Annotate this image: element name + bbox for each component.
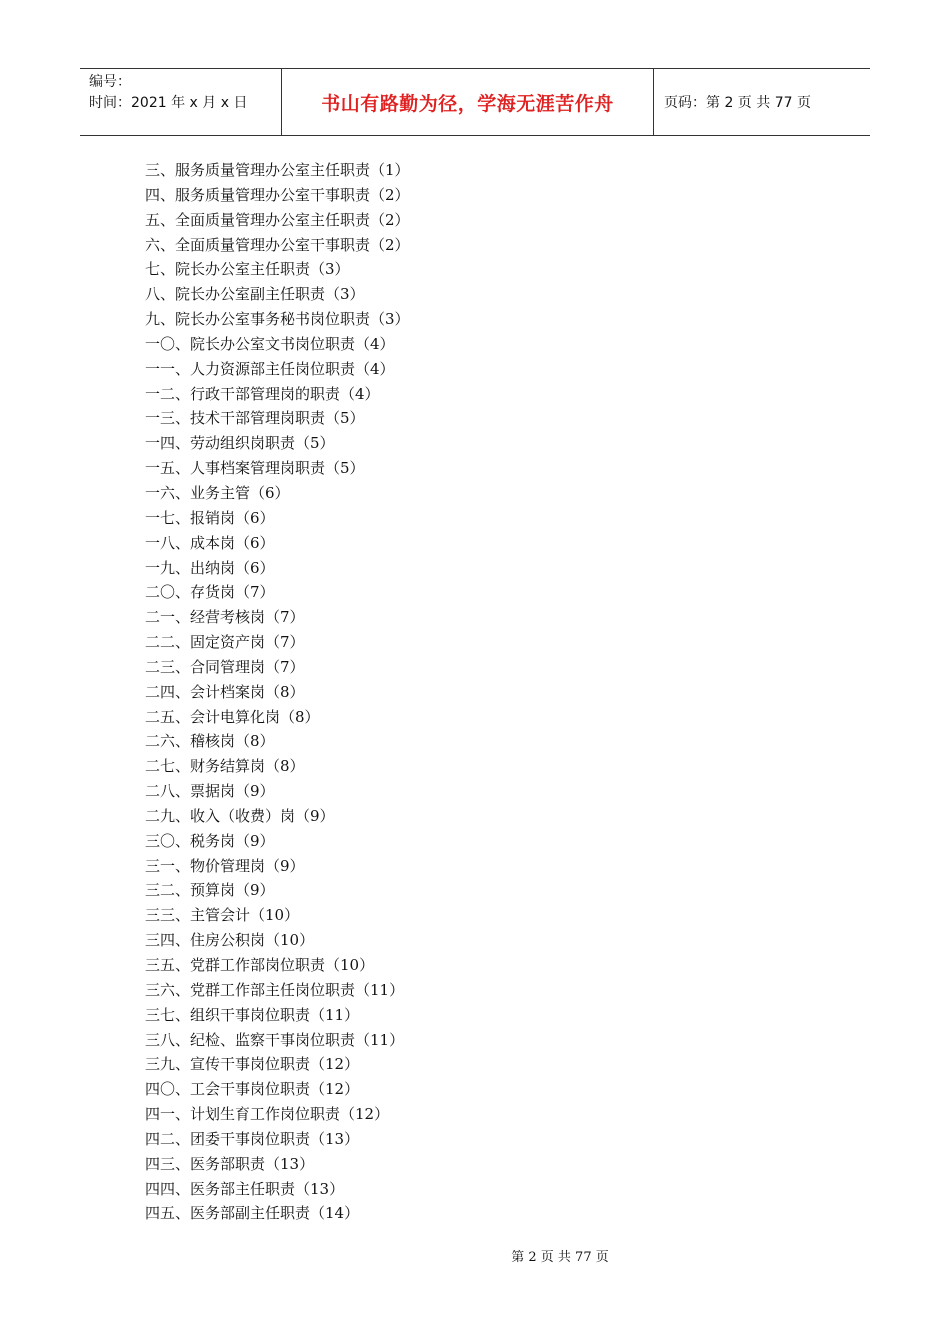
toc-entry: 一〇、院长办公室文书岗位职责（4） — [145, 334, 395, 353]
toc-entry: 三五、党群工作部岗位职责（10） — [145, 956, 375, 974]
document-time-label: 时间：2021 年 x 月 x 日 — [89, 95, 248, 111]
toc-entry: 四、服务质量管理办公室干事职责（2） — [145, 185, 410, 204]
toc-entry: 二二、固定资产岗（7） — [145, 633, 305, 652]
toc-entry: 二一、经营考核岗（7） — [145, 608, 305, 627]
page-header — [80, 68, 870, 136]
header-page-cell — [654, 69, 870, 135]
toc-entry: 二九、收入（收费）岗（9） — [145, 806, 335, 825]
toc-entry: 一二、行政干部管理岗的职责（4） — [145, 384, 380, 403]
toc-entry: 一一、人力资源部主任岗位职责（4） — [145, 359, 395, 378]
toc-entry: 一六、业务主管（6） — [145, 483, 290, 502]
table-of-contents — [145, 158, 410, 1226]
toc-entry: 二六、稽核岗（8） — [145, 732, 275, 751]
toc-entry: 六、全面质量管理办公室干事职责（2） — [145, 235, 410, 254]
toc-entry: 四四、医务部主任职责（13） — [145, 1179, 345, 1198]
toc-entry: 三三、主管会计（10） — [145, 906, 300, 925]
toc-entry: 三、服务质量管理办公室主任职责（1） — [145, 161, 410, 179]
toc-entry: 一七、报销岗（6） — [145, 508, 275, 527]
toc-entry: 三四、住房公积岗（10） — [145, 931, 315, 950]
toc-entry: 三一、物价管理岗（9） — [145, 856, 305, 875]
toc-entry: 四〇、工会干事岗位职责（12） — [145, 1080, 360, 1099]
toc-entry: 七、院长办公室主任职责（3） — [145, 260, 350, 279]
toc-entry: 四二、团委干事岗位职责（13） — [145, 1129, 360, 1148]
toc-entry: 三二、预算岗（9） — [145, 881, 275, 900]
toc-entry: 二三、合同管理岗（7） — [145, 657, 305, 676]
toc-entry: 一四、劳动组织岗职责（5） — [145, 434, 335, 453]
document-number-label: 编号： — [89, 74, 131, 90]
footer-page-number: 第 2 页 共 77 页 — [511, 1250, 609, 1265]
header-meta — [80, 69, 282, 135]
toc-entry: 四一、计划生育工作岗位职责（12） — [145, 1105, 390, 1124]
toc-entry: 三七、组织干事岗位职责（11） — [145, 1005, 360, 1024]
toc-entry: 二〇、存货岗（7） — [145, 583, 275, 602]
toc-entry: 九、院长办公室事务秘书岗位职责（3） — [145, 310, 410, 329]
toc-entry: 四三、医务部职责（13） — [145, 1154, 315, 1173]
toc-entry: 二八、票据岗（9） — [145, 782, 275, 801]
toc-entry: 二五、会计电算化岗（8） — [145, 707, 320, 726]
toc-entry: 三〇、税务岗（9） — [145, 831, 275, 850]
toc-entry: 三八、纪检、监察干事岗位职责（11） — [145, 1030, 405, 1049]
toc-entry: 三六、党群工作部主任岗位职责（11） — [145, 980, 405, 999]
header-page-label: 页码：第 2 页 共 77 页 — [664, 95, 811, 111]
toc-entry: 八、院长办公室副主任职责（3） — [145, 285, 365, 304]
header-motto: 书山有路勤为径，学海无涯苦作舟 — [321, 92, 614, 115]
toc-entry: 一八、成本岗（6） — [145, 533, 275, 552]
toc-entry: 二七、财务结算岗（8） — [145, 757, 305, 776]
toc-entry: 四五、医务部副主任职责（14） — [145, 1204, 360, 1223]
toc-entry: 三九、宣传干事岗位职责（12） — [145, 1055, 360, 1074]
page-footer — [0, 1246, 950, 1265]
toc-entry: 一九、出纳岗（6） — [145, 558, 275, 577]
toc-entry: 五、全面质量管理办公室主任职责（2） — [145, 210, 410, 229]
toc-entry: 一三、技术干部管理岗职责（5） — [145, 409, 365, 428]
toc-entry: 二四、会计档案岗（8） — [145, 682, 305, 701]
toc-entry: 一五、人事档案管理岗职责（5） — [145, 459, 365, 478]
header-motto-cell — [282, 69, 654, 135]
